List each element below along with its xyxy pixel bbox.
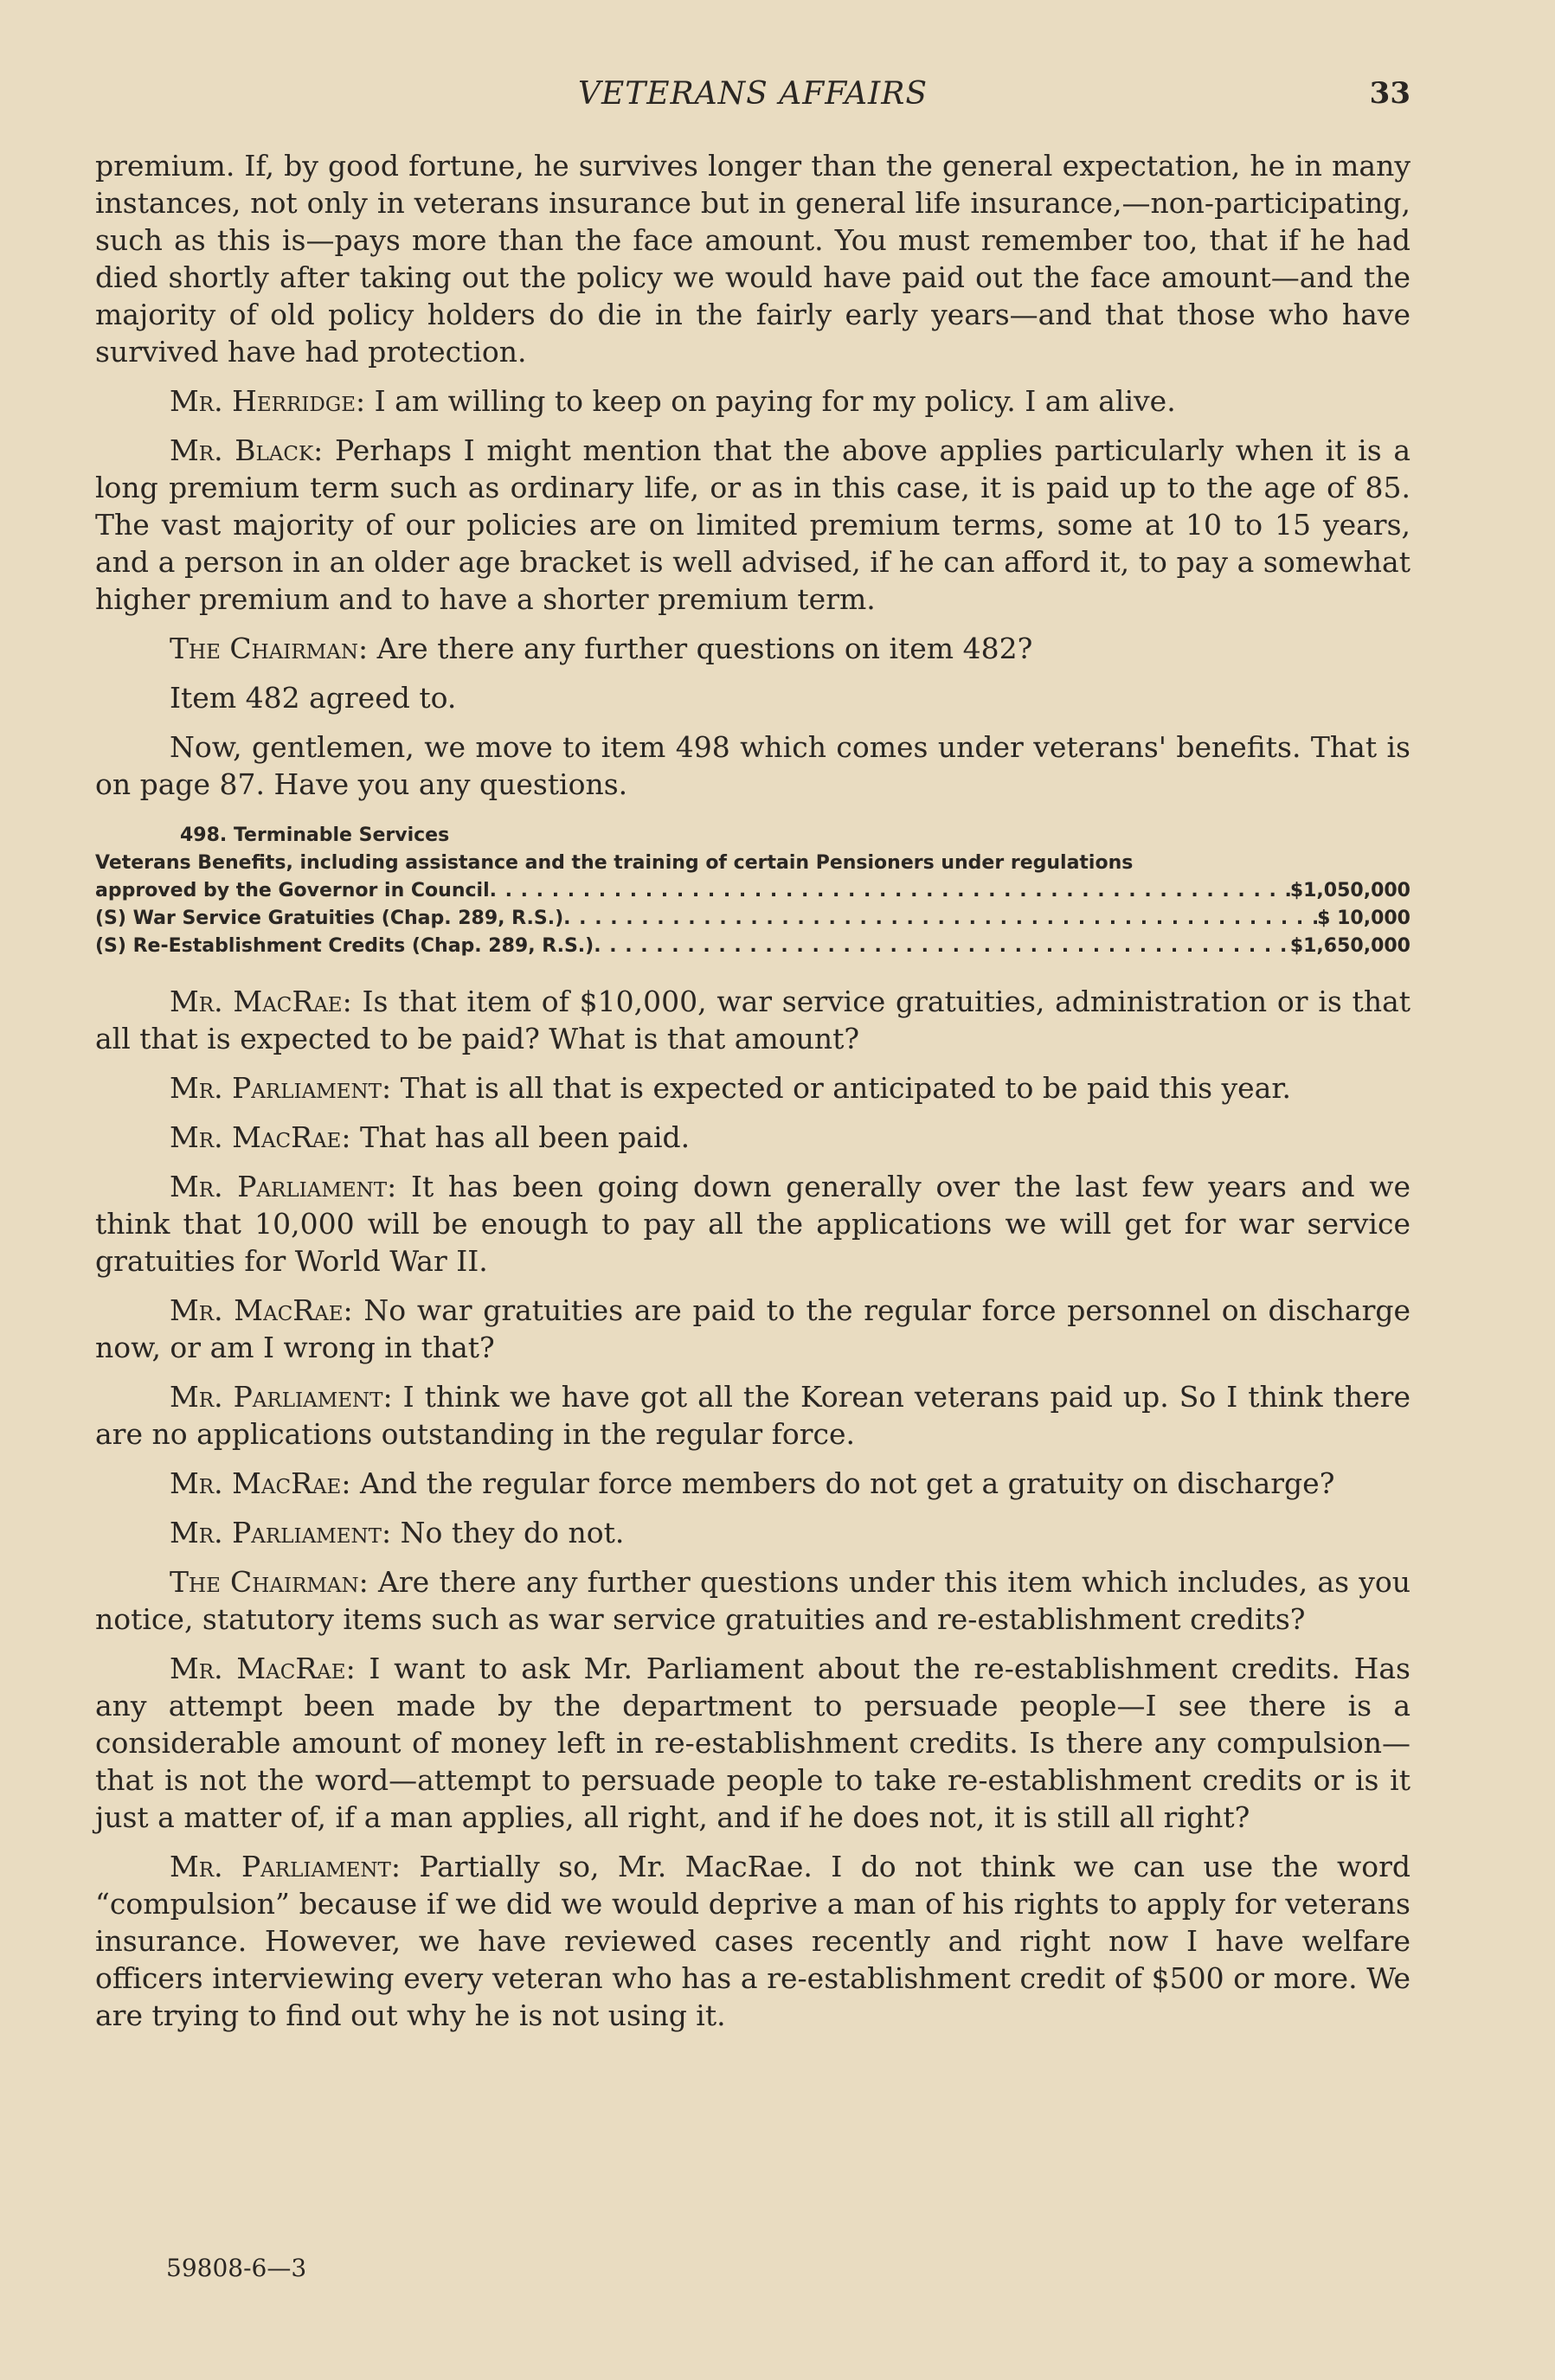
- dot-leader: [490, 877, 1290, 905]
- paragraph: [95, 432, 1410, 618]
- paragraph-text: Now, gentlemen, we move to item 498 which comes under veterans' benefits. That is on page 87. Have you any questions.: [95, 730, 1410, 801]
- paragraph: [95, 728, 1410, 803]
- paragraph-text: Are there any further questions on item 482?: [376, 632, 1033, 665]
- paragraph-text: That is all that is expected or anticipated to be paid this year.: [400, 1071, 1291, 1105]
- paragraph-text: Item 482 agreed to.: [170, 681, 457, 715]
- paragraph: [95, 382, 1410, 420]
- paragraph: [95, 147, 1410, 370]
- estimates-row-label: (S) Re-Establishment Credits (Chap. 289, R.S.): [95, 935, 594, 957]
- estimates-lines: [95, 877, 1410, 960]
- estimates-row: [95, 905, 1410, 933]
- speaker-name: Mr. Herridge:: [170, 384, 366, 418]
- paragraph-text: Are there any further questions under this item which includes, as you notice, statutory items such as war service gratuities and re-establishment credits?: [95, 1565, 1411, 1636]
- speaker-name: Mr. Parliament:: [170, 1516, 392, 1549]
- speaker-name: Mr. MacRae:: [170, 1293, 353, 1327]
- paragraph-text: It has been going down generally over the last few years and we think that 10,000 will be enough to pay all the applications we will get for war service gratuities for World War II.: [95, 1170, 1410, 1278]
- paragraphs-before-table: [95, 147, 1410, 803]
- paragraph: [95, 1119, 1410, 1156]
- estimates-table: [95, 822, 1410, 960]
- paragraph-text: Partially so, Mr. MacRae. I do not think we can use the word “compulsion” because if we did we would deprive a man of his rights to apply for veterans insurance. However, we have reviewed cases recently and right now I have welfare officers interviewing every veteran who has a re-establishment credit of $500 or more. We are trying to find out why he is not using it.: [95, 1850, 1410, 2032]
- speaker-name: Mr. Black:: [170, 433, 324, 467]
- paragraph-text: No they do not.: [400, 1516, 625, 1549]
- dot-leader: [594, 933, 1290, 960]
- paragraph-text: I am willing to keep on paying for my policy. I am alive.: [374, 384, 1176, 418]
- estimates-row-amount: $1,650,000: [1289, 935, 1410, 957]
- speaker-name: Mr. Parliament:: [170, 1170, 397, 1203]
- paragraph-text: That has all been paid.: [359, 1120, 691, 1154]
- page-number: 33: [1369, 76, 1410, 111]
- running-title: VETERANS AFFAIRS: [577, 76, 929, 112]
- paragraph-text: Perhaps I might mention that the above applies particularly when it is a long premium term such as ordinary life, or as in this case, it is paid up to the age of 85. The vast majority of our policies are on limited premium terms, some at 10 to 15 years, and a person in an older age bracket is well advised, if he can afford it, to pay a somewhat higher premium and to have a shorter premium term.: [95, 433, 1410, 616]
- estimates-row: [95, 933, 1410, 960]
- speaker-name: Mr. MacRae:: [170, 1652, 356, 1685]
- paragraph-text: I want to ask Mr. Parliament about the re-establishment credits. Has any attempt been made by the department to persuade people—I see there is a considerable amount of money left in re-establishment credits. Is there any compulsion—that is not the word—attempt to persuade people to take re-establishment credits or is it just a matter of, if a man applies, all right, and if he does not, it is still all right?: [95, 1652, 1410, 1834]
- speaker-name: Mr. Parliament:: [170, 1071, 392, 1105]
- speaker-name: Mr. MacRae:: [170, 1466, 351, 1500]
- paragraph: [95, 679, 1410, 716]
- estimates-row-label: approved by the Governor in Council: [95, 880, 490, 901]
- speaker-name: Mr. Parliament:: [170, 1850, 401, 1883]
- speaker-name: The Chairman:: [170, 632, 369, 665]
- paragraph: [95, 1650, 1410, 1836]
- estimates-row: [95, 877, 1410, 905]
- paragraph: [95, 630, 1410, 667]
- estimates-line: Veterans Benefits, including assistance and the training of certain Pensioners under regulations: [95, 852, 1134, 874]
- speaker-name: Mr. MacRae:: [170, 1120, 351, 1154]
- estimates-row-label: (S) War Service Gratuities (Chap. 289, R.S.): [95, 908, 564, 929]
- page-header: [95, 76, 1410, 119]
- paragraph-text: premium. If, by good fortune, he survives longer than the general expectation, he in many instances, not only in veterans insurance but in general life insurance,—non-participating, such as this is—pays more than the face amount. You must remember too, that if he had died shortly after taking out the policy we would have paid out the face amount—and the majority of old policy holders do die in the fairly early years—and that those who have survived have had protection.: [95, 149, 1410, 369]
- dot-leader: [563, 905, 1317, 933]
- paragraph: [95, 1069, 1410, 1107]
- paragraph: [95, 1378, 1410, 1453]
- paragraph: [95, 1848, 1410, 2034]
- estimates-row-amount: $ 10,000: [1317, 908, 1410, 929]
- speaker-name: Mr. Parliament:: [170, 1380, 393, 1414]
- speaker-name: Mr. MacRae:: [170, 985, 352, 1018]
- paragraph: [95, 983, 1410, 1057]
- paragraph-text: Is that item of $10,000, war service gratuities, administration or is that all that is expected to be paid? What is that amount?: [95, 985, 1411, 1055]
- paragraph-text: I think we have got all the Korean veterans paid up. So I think there are no applications outstanding in the regular force.: [95, 1380, 1410, 1451]
- body-text: [95, 147, 1410, 2046]
- paragraph-text: No war gratuities are paid to the regular force personnel on discharge now, or am I wrong in that?: [95, 1293, 1411, 1364]
- paragraph: [95, 1514, 1410, 1551]
- paragraph-text: And the regular force members do not get a gratuity on discharge?: [359, 1466, 1335, 1500]
- speaker-name: The Chairman:: [170, 1565, 369, 1599]
- estimates-heading: 498. Terminable Services: [180, 824, 450, 846]
- footer-code: 59808-6—3: [166, 2254, 307, 2282]
- paragraphs-after-table: [95, 983, 1410, 2034]
- paragraph: [95, 1465, 1410, 1502]
- estimates-row-amount: $1,050,000: [1289, 880, 1410, 901]
- paragraph: [95, 1168, 1410, 1280]
- paragraph: [95, 1292, 1410, 1366]
- paragraph: [95, 1563, 1410, 1638]
